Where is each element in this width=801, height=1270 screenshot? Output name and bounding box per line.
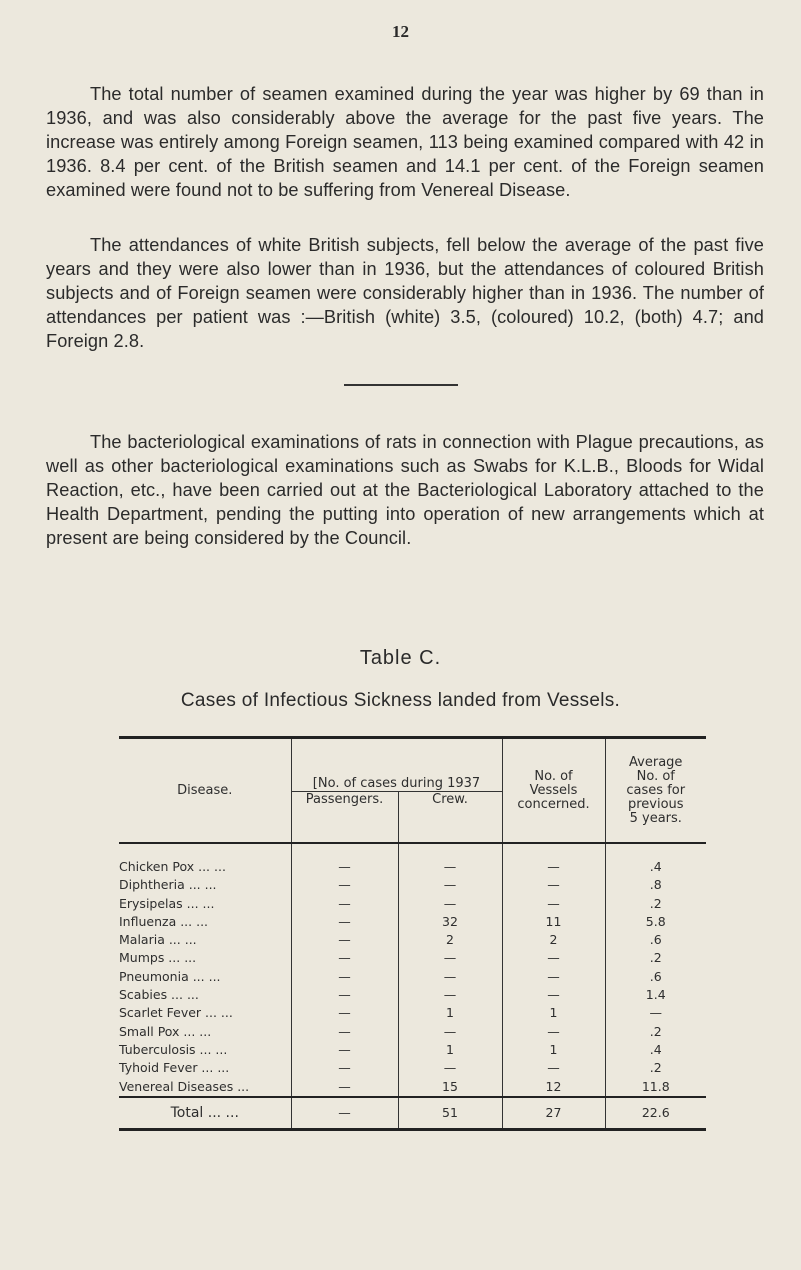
- header-average-line2: No. of: [636, 768, 675, 784]
- header-crew: Crew.: [398, 792, 502, 844]
- table-row: [119, 1004, 706, 1022]
- passengers-value: —: [291, 931, 398, 949]
- average-value: .6: [605, 931, 706, 949]
- average-value: .4: [605, 843, 706, 876]
- vessels-value: 12: [502, 1078, 605, 1097]
- vessels-value: —: [502, 843, 605, 876]
- crew-value: 15: [398, 1078, 502, 1097]
- crew-value: —: [398, 1059, 502, 1077]
- passengers-value: —: [291, 1059, 398, 1077]
- disease-name: Scabies ... ...: [119, 987, 199, 1003]
- infectious-sickness-table: [119, 736, 706, 1131]
- passengers-value: —: [291, 986, 398, 1004]
- crew-value: 32: [398, 913, 502, 931]
- table-row: [119, 1078, 706, 1097]
- disease-name: Tuberculosis ... ...: [119, 1041, 228, 1057]
- passengers-value: —: [291, 913, 398, 931]
- table-row: [119, 968, 706, 986]
- paragraph-attendances: The attendances of white British subjects, fell below the average of the past five years and they were also lower than in 1936, but the attendances of coloured British subjects and of Foreign seamen were considerably higher than in 1936. The number of attendances per patient was :—British (white) 3.5, (coloured) 10.2, (both) 4.7; and Foreign 2.8.: [46, 235, 764, 351]
- average-value: .2: [605, 895, 706, 913]
- total-row: [119, 1097, 706, 1130]
- average-value: .4: [605, 1041, 706, 1059]
- vessels-value: —: [502, 1023, 605, 1041]
- crew-value: 1: [398, 1041, 502, 1059]
- passengers-value: —: [291, 1041, 398, 1059]
- average-value: 11.8: [605, 1078, 706, 1097]
- vessels-value: —: [502, 968, 605, 986]
- section-divider: [344, 384, 458, 386]
- total-passengers: —: [291, 1097, 398, 1130]
- header-passengers: Passengers.: [291, 792, 398, 844]
- passengers-value: —: [291, 1004, 398, 1022]
- vessels-value: 2: [502, 931, 605, 949]
- table-row: [119, 1041, 706, 1059]
- vessels-value: —: [502, 876, 605, 894]
- disease-name: Diphtheria ... ...: [119, 877, 217, 893]
- header-vessels-line1: No. of: [534, 768, 573, 784]
- crew-value: —: [398, 986, 502, 1004]
- header-average-line4: previous: [627, 796, 684, 812]
- vessels-value: —: [502, 986, 605, 1004]
- average-value: 5.8: [605, 913, 706, 931]
- table-row: [119, 949, 706, 967]
- total-average: 22.6: [605, 1097, 706, 1130]
- passengers-value: —: [291, 1078, 398, 1097]
- table-row: [119, 986, 706, 1004]
- paragraph-bacteriological: The bacteriological examinations of rats in connection with Plague precautions, as well as other bacteriological examinations such as Swabs for K.L.B., Bloods for Widal Reaction, etc., have been carried out at the Bacteriological Laboratory attached to the Health Department, pending the putting into operation of new arrangements which at present are being considered by the Council.: [46, 432, 764, 548]
- average-value: —: [605, 1004, 706, 1022]
- disease-name: Small Pox ... ...: [119, 1023, 212, 1039]
- crew-value: 2: [398, 931, 502, 949]
- table-title: Table C.: [359, 647, 442, 669]
- total-label: Total ... ...: [119, 1097, 291, 1130]
- table-row: [119, 931, 706, 949]
- header-cases-group: [No. of cases during 1937: [291, 738, 502, 792]
- crew-value: —: [398, 949, 502, 967]
- crew-value: —: [398, 1023, 502, 1041]
- crew-value: 1: [398, 1004, 502, 1022]
- table-row: [119, 876, 706, 894]
- table-row: [119, 913, 706, 931]
- passengers-value: —: [291, 949, 398, 967]
- paragraph-seamen-examined: The total number of seamen examined during the year was higher by 69 than in 1936, and was also considerably above the average for the past five years. The increase was entirely among Foreign seamen, 113 being examined compared with 42 in 1936. 8.4 per cent. of the British seamen and 14.1 per cent. of the Foreign seamen examined were found not to be suffering from Venereal Disease.: [46, 84, 764, 200]
- crew-value: —: [398, 895, 502, 913]
- disease-name: Influenza ... ...: [119, 913, 209, 929]
- vessels-value: —: [502, 949, 605, 967]
- passengers-value: —: [291, 876, 398, 894]
- table-row: [119, 843, 706, 876]
- vessels-value: 1: [502, 1041, 605, 1059]
- header-vessels-line2: Vessels: [529, 782, 578, 798]
- table-row: [119, 1059, 706, 1077]
- page-number: 12: [392, 22, 409, 41]
- crew-value: —: [398, 876, 502, 894]
- crew-value: —: [398, 968, 502, 986]
- vessels-value: 11: [502, 913, 605, 931]
- crew-value: —: [398, 843, 502, 876]
- header-disease: Disease.: [119, 738, 291, 844]
- table-row: [119, 895, 706, 913]
- disease-name: Scarlet Fever ... ...: [119, 1005, 233, 1021]
- header-vessels: [502, 738, 605, 844]
- header-average: [605, 738, 706, 844]
- header-average-line1: Average: [629, 754, 683, 770]
- average-value: .2: [605, 949, 706, 967]
- vessels-value: 1: [502, 1004, 605, 1022]
- table-subtitle: Cases of Infectious Sickness landed from Vessels.: [180, 690, 621, 711]
- passengers-value: —: [291, 1023, 398, 1041]
- disease-name: Chicken Pox ... ...: [119, 859, 226, 874]
- disease-name: Erysipelas ... ...: [119, 895, 215, 911]
- disease-name: Tyhoid Fever ... ...: [119, 1060, 230, 1076]
- total-crew: 51: [398, 1097, 502, 1130]
- passengers-value: —: [291, 895, 398, 913]
- table-row: [119, 1023, 706, 1041]
- passengers-value: —: [291, 843, 398, 876]
- average-value: .8: [605, 876, 706, 894]
- disease-name: Malaria ... ...: [119, 932, 197, 948]
- average-value: .2: [605, 1023, 706, 1041]
- header-average-line5: 5 years.: [629, 810, 682, 826]
- disease-name: Venereal Diseases ...: [119, 1078, 250, 1094]
- average-value: .6: [605, 968, 706, 986]
- header-average-line3: cases for: [626, 782, 686, 798]
- vessels-value: —: [502, 1059, 605, 1077]
- passengers-value: —: [291, 968, 398, 986]
- vessels-value: —: [502, 895, 605, 913]
- total-vessels: 27: [502, 1097, 605, 1130]
- average-value: .2: [605, 1059, 706, 1077]
- disease-name: Mumps ... ...: [119, 950, 197, 966]
- header-vessels-line3: concerned.: [517, 796, 590, 812]
- average-value: 1.4: [605, 986, 706, 1004]
- disease-name: Pneumonia ... ...: [119, 968, 221, 984]
